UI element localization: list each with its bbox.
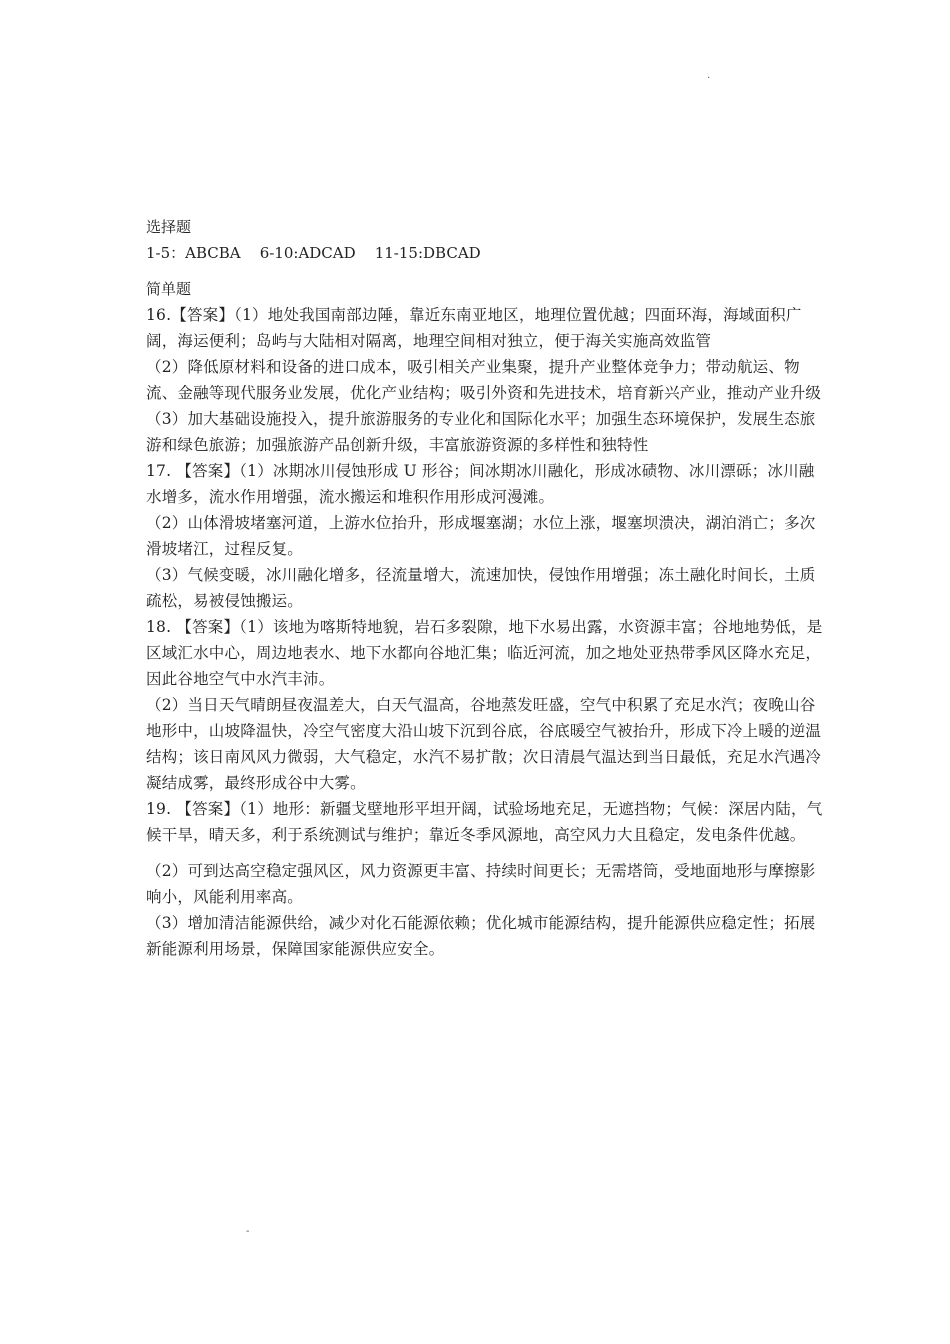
answer-19-part-2: （2）可到达高空稳定强风区，风力资源更丰富、持续时间更长；无需塔筒，受地面地形与摩擦影响小，风能利用率高。: [146, 862, 816, 906]
answer-18-part-2: （2）当日天气晴朗昼夜温差大，白天气温高，谷地蒸发旺盛，空气中积累了充足水汽；夜晚山谷地形中，山坡降温快，冷空气密度大沿山坡下沉到谷底，谷底暖空气被抬升，形成下冷上暖的逆温结构；该日南风风力微弱，大气稳定，水汽不易扩散；次日清晨气温达到当日最低，充足水汽遇冷凝结成雾，最终形成谷中大雾。: [146, 696, 822, 792]
page-mark-bottom: -: [246, 1226, 250, 1237]
answer-19-part-3: （3）增加清洁能源供给，减少对化石能源依赖；优化城市能源结构，提升能源供应稳定性；拓展新能源利用场景，保障国家能源供应安全。: [146, 914, 816, 958]
answer-sheet: [146, 214, 826, 962]
answer-16-part-2: （2）降低原材料和设备的进口成本，吸引相关产业集聚，提升产业整体竞争力；带动航运、物流、金融等现代服务业发展，优化产业结构；吸引外资和先进技术，培育新兴产业，推动产业升级: [146, 358, 822, 402]
short-section-title: 简单题: [146, 280, 192, 298]
answer-19-part-1: 19. 【答案】（1）地形：新疆戈壁地形平坦开阔，试验场地充足，无遮挡物；气候：深居内陆，气候干旱，晴天多，利于系统测试与维护；靠近冬季风源地，高空风力大且稳定，发电条件优越。: [146, 800, 823, 844]
answer-16-part-3: （3）加大基础设施投入，提升旅游服务的专业化和国际化水平；加强生态环境保护，发展生态旅游和绿色旅游；加强旅游产品创新升级，丰富旅游资源的多样性和独特性: [146, 410, 816, 454]
answer-17-part-2: （2）山体滑坡堵塞河道，上游水位抬升，形成堰塞湖；水位上涨，堰塞坝溃决，湖泊消亡；多次滑坡堵江，过程反复。: [146, 514, 816, 558]
choice-answers: 1-5：ABCBA 6-10:ADCAD 11-15:DBCAD: [146, 244, 481, 262]
answer-17-part-3: （3）气候变暖，冰川融化增多，径流量增大，流速加快，侵蚀作用增强；冻土融化时间长，土质疏松，易被侵蚀搬运。: [146, 566, 816, 610]
answer-16-part-1: 16.【答案】（1）地处我国南部边陲，靠近东南亚地区，地理位置优越；四面环海，海域面积广阔，海运便利；岛屿与大陆相对隔离，地理空间相对独立，便于海关实施高效监管: [146, 306, 802, 350]
choice-section-title: 选择题: [146, 218, 192, 236]
answer-18-part-1: 18. 【答案】（1）该地为喀斯特地貌，岩石多裂隙，地下水易出露，水资源丰富；谷地地势低，是区域汇水中心，周边地表水、地下水都向谷地汇集；临近河流，加之地处亚热带季风区降水充足，因此谷地空气中水汽丰沛。: [146, 618, 823, 688]
answer-17-part-1: 17. 【答案】（1）冰期冰川侵蚀形成 U 形谷；间冰期冰川融化，形成冰碛物、冰川漂砾；冰川融水增多，流水作用增强，流水搬运和堆积作用形成河漫滩。: [146, 462, 815, 506]
page-mark-top: ·: [707, 73, 711, 84]
